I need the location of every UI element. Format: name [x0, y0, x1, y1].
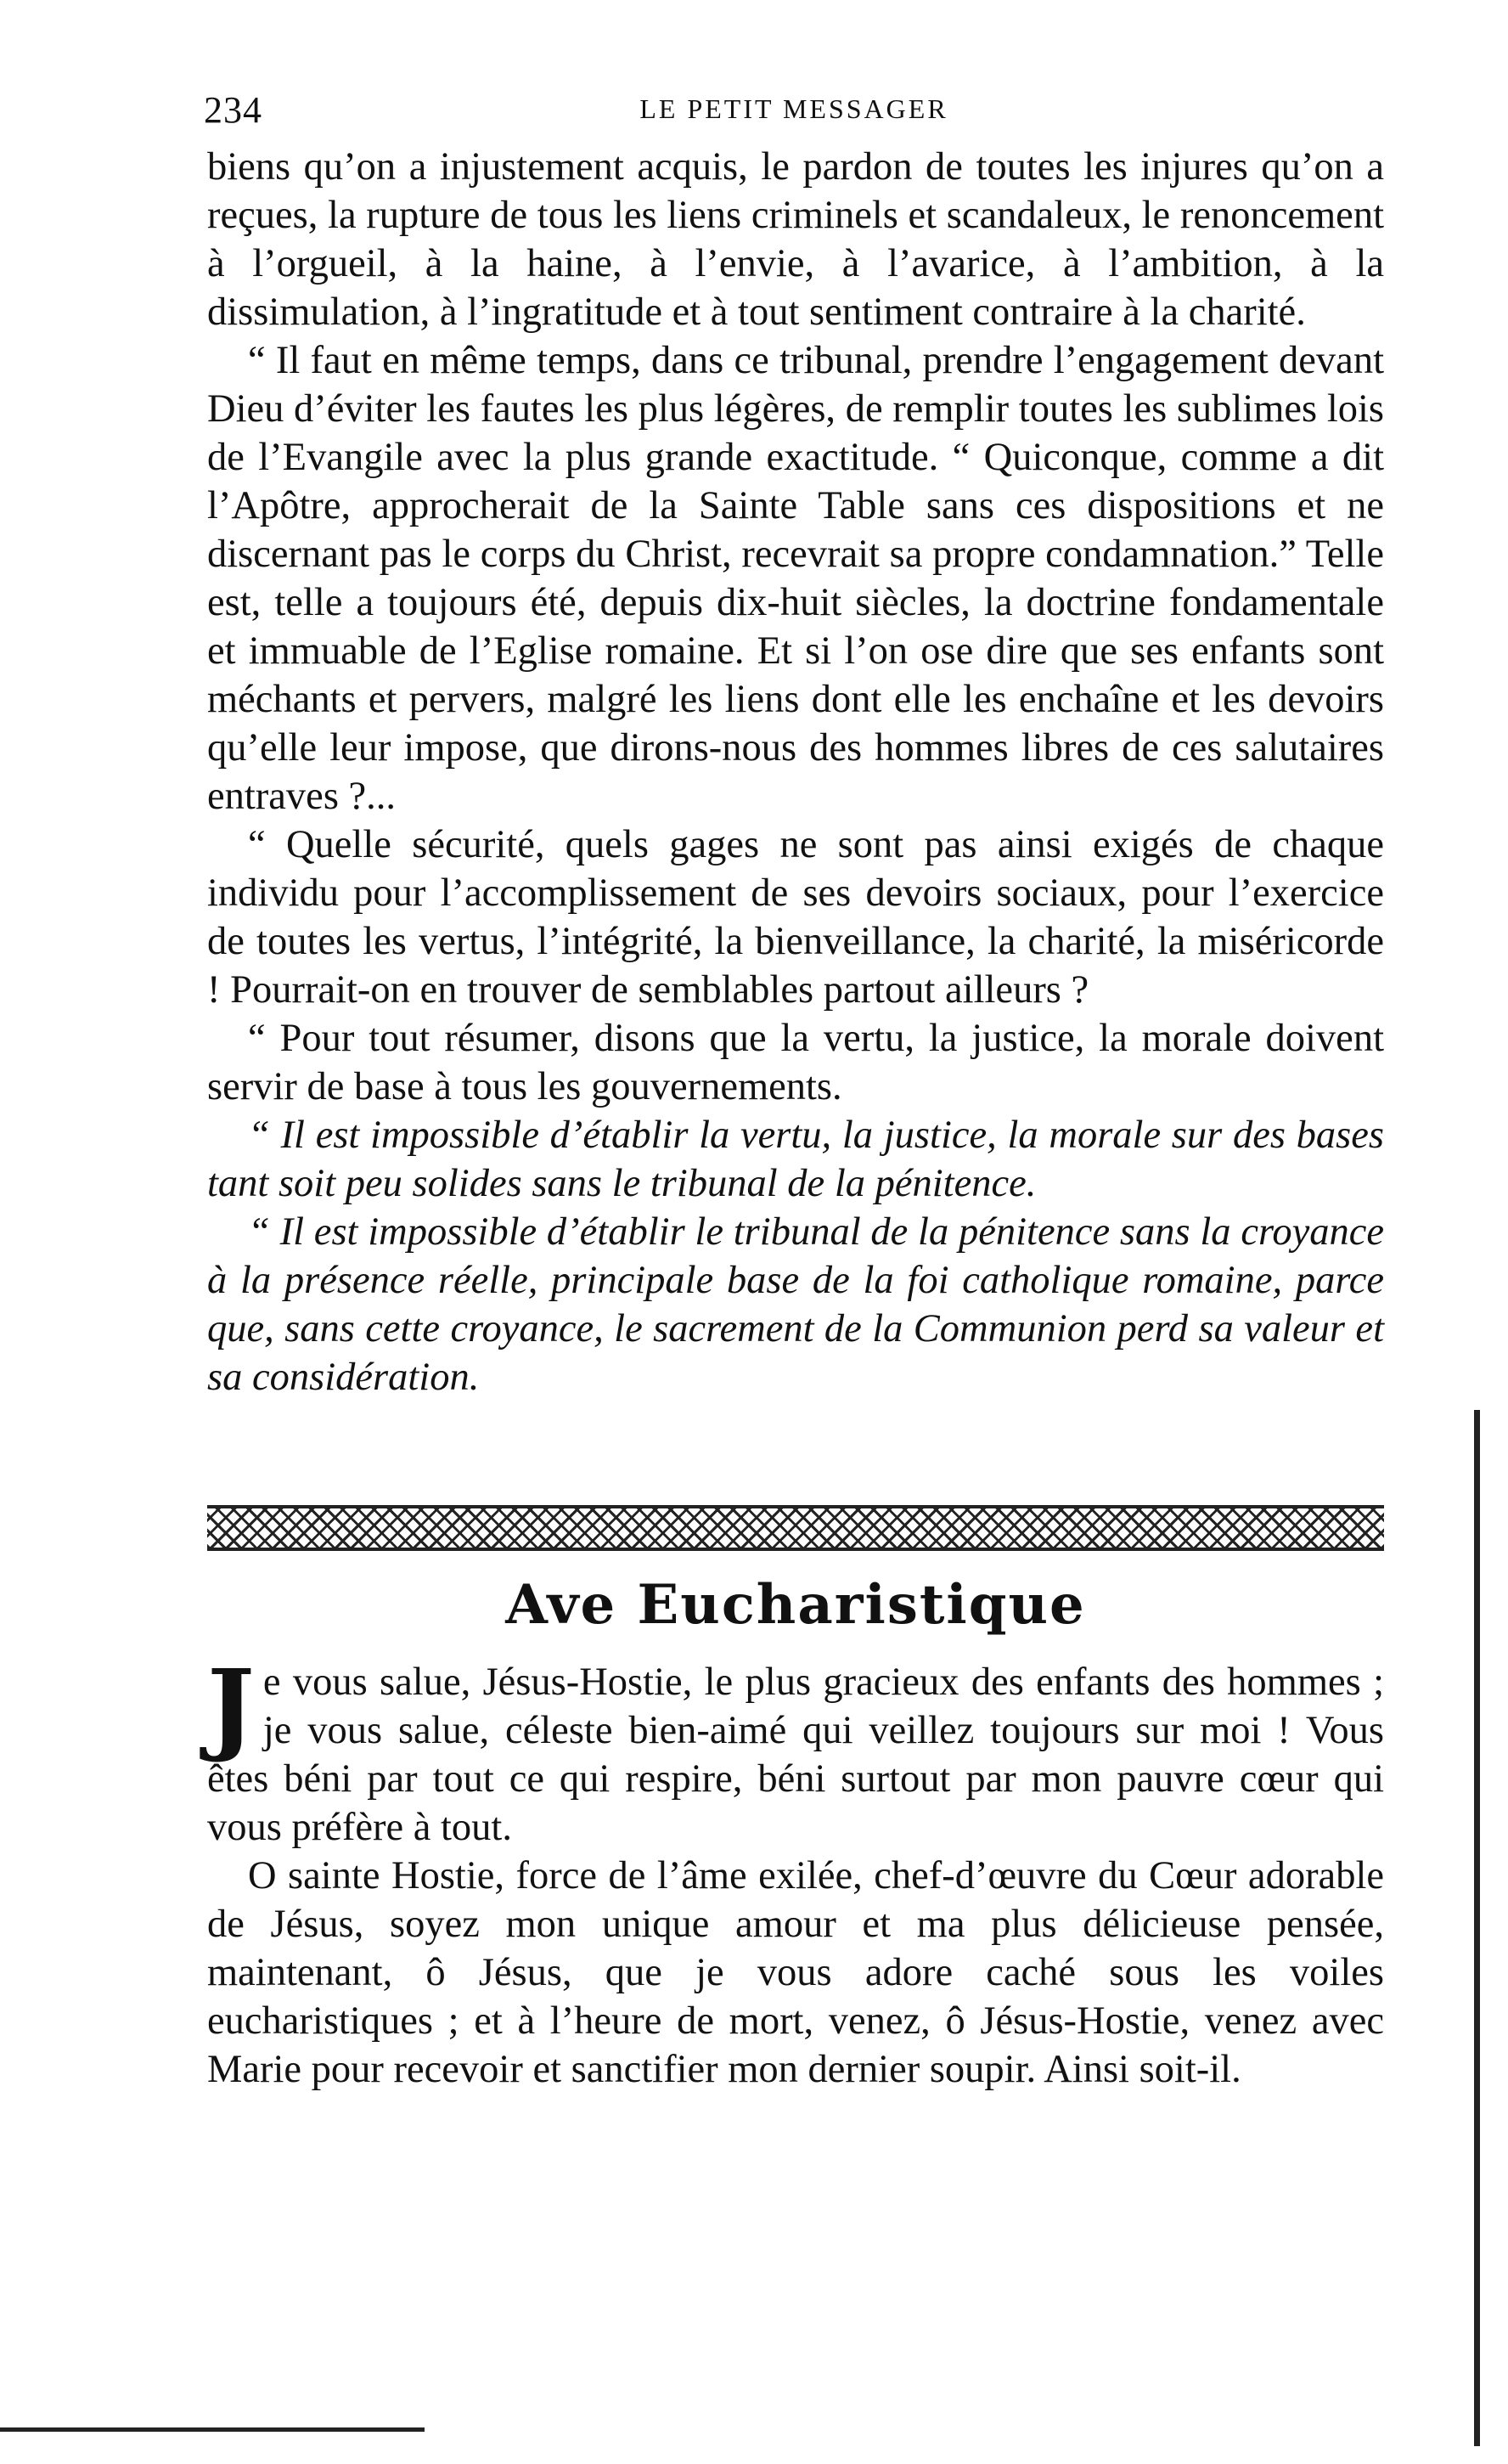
prayer-paragraph-2: O sainte Hostie, force de l’âme exilée, chef-d’œuvre du Cœur adorable de Jésus, soyez mon unique amour et ma plus délicieuse pensée, maintenant, ô Jésus, que je vous adore caché sous les voiles eucharistiques ; et à l’heure de mort, venez, ô Jésus-Hostie, venez avec Marie pour recevoir et sanctifier mon dernier soupir. Ainsi soit-il. [207, 1854, 1384, 2091]
bottom-edge-mark [0, 2427, 425, 2432]
prayer-text [207, 1647, 1384, 2094]
paragraph-4: “ Pour tout résumer, disons que la vertu, la justice, la morale doivent servir de base à tous les gouvernements. [207, 1017, 1384, 1108]
right-edge-mark [1474, 1410, 1480, 2446]
drop-cap: J [207, 1647, 255, 1765]
italic-paragraph-1: “ Il est impossible d’établir la vertu, la justice, la morale sur des bases tant soit peu solides sans le tribunal de la pénitence. [207, 1114, 1384, 1205]
paragraph-3: “ Quelle sécurité, quels gages ne sont pas ainsi exigés de chaque individu pour l’accomplissement de ses devoirs sociaux, pour l’exercice de toutes les vertus, l’intégrité, la bienveillance, la charité, la miséricorde ! Pourrait-on en trouver de semblables partout ailleurs ? [207, 823, 1384, 1012]
paragraph-2: “ Il faut en même temps, dans ce tribunal, prendre l’engagement devant Dieu d’éviter les fautes les plus légères, de remplir toutes les sublimes lois de l’Evangile avec la plus grande exactitude. “ Quiconque, comme a dit l’Apôtre, approcherait de la Sainte Table sans ces dispositions et ne discernant pas le corps du Christ, recevrait sa propre condamnation.” Telle est, telle a toujours été, depuis dix-huit siècles, la doctrine fondamentale et immuable de l’Eglise romaine. Et si l’on ose dire que ses enfants sont méchants et pervers, malgré les liens dont elle les enchaîne et les devoirs qu’elle leur impose, que dirons-nous des hommes libres de ces salutaires entraves ?... [207, 339, 1384, 818]
page-header [204, 88, 1384, 139]
paragraph-1: biens qu’on a injustement acquis, le pardon de toutes les injures qu’on a reçues, la rupture de tous les liens criminels et scandaleux, le renoncement à l’orgueil, à la haine, à l’envie, à l’avarice, à l’ambition, à la dissimulation, à l’ingratitude et à tout sentiment contraire à la charité. [207, 145, 1384, 334]
prayer-paragraph-1-text: e vous salue, Jésus-Hostie, le plus gracieux des enfants des hommes ; je vous salue, céleste bien-aimé qui veillez toujours sur moi ! Vous êtes béni par tout ce qui respire, béni surtout par mon pauvre cœur qui vous préfère à tout. [207, 1661, 1384, 1849]
section-title: Ave Eucharistique [505, 1573, 1086, 1637]
italic-paragraph-2: “ Il est impossible d’établir le tribunal de la pénitence sans la croyance à la présence réelle, principale base de la foi catholique romaine, parce que, sans cette croyance, le sacrement de la Communion perd sa valeur et sa considération. [207, 1210, 1384, 1399]
main-text [207, 143, 1384, 1401]
running-title: LE PETIT MESSAGER [639, 93, 948, 124]
page-number: 234 [204, 89, 262, 131]
ornamental-divider [207, 1505, 1384, 1551]
prayer-paragraph-1 [207, 1647, 1384, 1852]
